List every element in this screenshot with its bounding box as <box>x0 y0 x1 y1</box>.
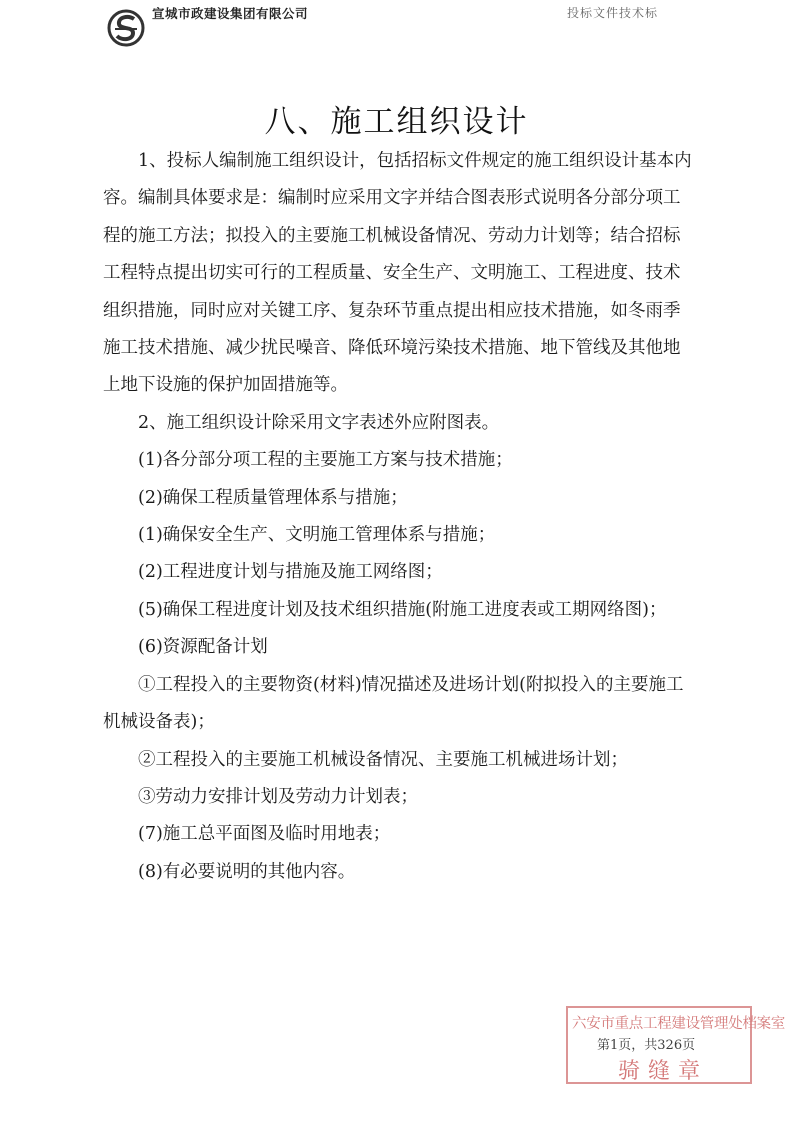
seam-seal-stamp <box>566 1006 785 1084</box>
list-item: 2、施工组织设计除采用文字表述外应附图表。 <box>138 412 500 433</box>
page-number: 第1页，共326页 <box>597 1038 696 1053</box>
stamp-seal-text: 骑缝章 <box>618 1059 709 1084</box>
document-type-label: 投标文件技术标 <box>567 6 659 20</box>
list-item: ①工程投入的主要物资(材料)情况描述及进场计划(附拟投入的主要施工机械设备表)； <box>103 674 684 733</box>
list-item: (2)工程进度计划与措施及施工网络图； <box>138 562 443 583</box>
intro-paragraph: 1、投标人编制施工组织设计，包括招标文件规定的施工组织设计基本内容。编制具体要求是：编制时应采用文字并结合图表形式说明各分部分项工程的施工方法；拟投入的主要施工机械设备情况、劳动力计划等；结合招标工程特点提出切实可行的工程质量、安全生产、文明施工、工程进度、技术组织措施，同时应对关键工序、复杂环节重点提出相应技术措施，如冬雨季施工技术措施、减少扰民噪音、降低环境污染技术措施、地下管线及其他地上地下设施的保护加固措施等。 <box>103 151 692 396</box>
list-item: (8)有必要说明的其他内容。 <box>138 861 356 882</box>
company-logo <box>106 8 146 48</box>
list-item: ③劳动力安排计划及劳动力计划表； <box>138 786 418 807</box>
list-item: (6)资源配备计划 <box>138 637 268 658</box>
page-header <box>0 0 793 50</box>
company-name: 宣城市政建设集团有限公司 <box>152 6 309 21</box>
document-body <box>103 143 693 891</box>
list-item: (5)确保工程进度计划及技术组织措施(附施工进度表或工期网络图)； <box>138 599 667 620</box>
list-item: (7)施工总平面图及临时用地表； <box>138 824 391 845</box>
list-item: ②工程投入的主要施工机械设备情况、主要施工机械进场计划； <box>138 749 628 770</box>
list-item: (2)确保工程质量管理体系与措施； <box>138 487 408 508</box>
list-item: (1)各分部分项工程的主要施工方案与技术措施； <box>138 450 513 471</box>
list-item: (1)确保安全生产、文明施工管理体系与措施； <box>138 525 496 546</box>
stamp-organization: 六安市重点工程建设管理处档案室 <box>572 1016 785 1032</box>
page-title: 八、施工组织设计 <box>264 104 529 140</box>
